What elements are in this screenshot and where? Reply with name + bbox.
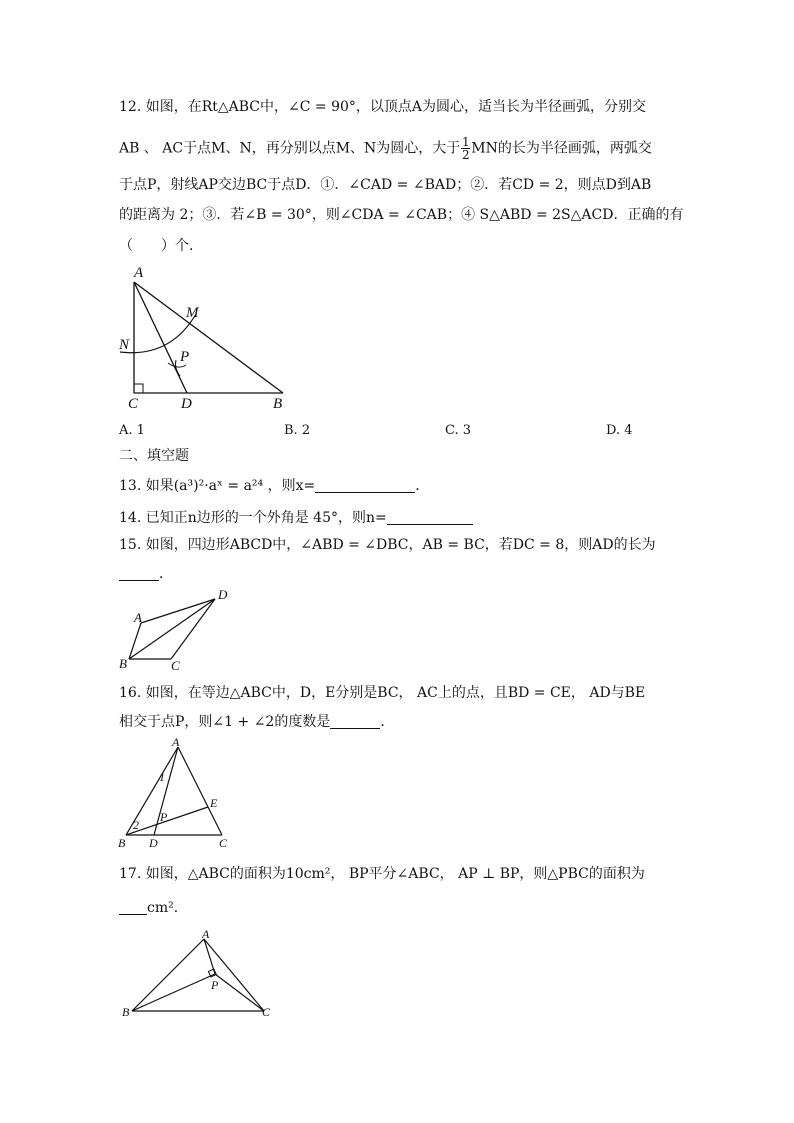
q15-line1: 15. 如图，四边形ABCD中，∠ABD = ∠DBC，AB = BC，若DC = 8，则AD的长为 bbox=[119, 537, 656, 553]
q16-label-b: B bbox=[118, 836, 126, 850]
q17-label-c: C bbox=[262, 1005, 271, 1019]
q15-label-c: C bbox=[171, 658, 180, 673]
option-b: B. 2 bbox=[284, 423, 311, 438]
q12-label-m: M bbox=[186, 305, 199, 321]
q16-line1: 16. 如图，在等边△ABC中，D，E分别是BC， AC上的点，且BD = CE， AD与BE bbox=[119, 685, 646, 701]
q12-line2-post: MN的长为半径画弧，两弧交 bbox=[471, 140, 652, 157]
q16-label-e: E bbox=[210, 796, 218, 810]
q16-label-p: P bbox=[160, 810, 168, 824]
frac-denominator: 2 bbox=[461, 148, 470, 162]
q14-line bbox=[119, 508, 473, 528]
q17-label-a: A bbox=[202, 927, 210, 941]
q15-line2 bbox=[119, 564, 173, 584]
q16-angle-1: 1 bbox=[159, 770, 165, 784]
q13-end: ． bbox=[415, 478, 430, 494]
q15-figure bbox=[115, 585, 245, 675]
option-d: D. 4 bbox=[606, 423, 633, 438]
q15-end: ． bbox=[159, 566, 173, 582]
q15-label-a: A bbox=[134, 610, 142, 625]
q12-label-p: P bbox=[180, 349, 190, 365]
q14-text: 14. 已知正n边形的一个外角是 45°，则n= bbox=[119, 510, 387, 526]
q17-figure bbox=[118, 925, 278, 1025]
q12-line2 bbox=[119, 136, 652, 161]
option-a: A. 1 bbox=[119, 423, 145, 438]
q15-label-d: D bbox=[218, 587, 228, 602]
q16-end: ． bbox=[380, 714, 395, 730]
q16-angle-2: 2 bbox=[133, 818, 139, 832]
q12-line1: 12. 如图，在Rt△ABC中，∠C = 90°，以顶点A为圆心，适当长为半径画弧，分别交 bbox=[119, 99, 647, 115]
q17-end: cm²． bbox=[147, 900, 188, 916]
q17-line2 bbox=[119, 898, 188, 918]
q17-line1: 17. 如图，△ABC的面积为10cm²， BP平分∠ABC， AP ⊥ BP，则△PBC的面积为 bbox=[119, 866, 645, 882]
q12-line5: （ ）个． bbox=[119, 238, 203, 254]
option-c: C. 3 bbox=[445, 423, 472, 438]
q12-label-b: B bbox=[273, 396, 283, 412]
q15-label-b: B bbox=[119, 656, 127, 671]
q12-line3: 于点P，射线AP交边BC于点D．①．∠CAD = ∠BAD；②．若CD = 2，则点D到AB bbox=[119, 177, 652, 193]
q12-label-n: N bbox=[119, 337, 130, 353]
q15-answer-blank bbox=[119, 566, 159, 581]
q12-line4: 的距离为 2；③．若∠B = 30°，则∠CDA = ∠CAB；④ S△ABD = 2S△ACD．正确的有 bbox=[119, 207, 684, 223]
q17-label-p: P bbox=[211, 978, 219, 992]
q12-figure bbox=[110, 260, 300, 410]
section-heading: 二、填空题 bbox=[119, 448, 189, 464]
q12-label-d: D bbox=[181, 396, 192, 412]
q16-text: 相交于点P，则∠1 + ∠2的度数是 bbox=[119, 714, 331, 730]
q13-line bbox=[119, 476, 429, 496]
q16-label-a: A bbox=[172, 735, 180, 749]
q14-answer-blank bbox=[387, 510, 473, 525]
q13-text: 13. 如果(a³)²·aˣ = a²⁴ ，则x= bbox=[119, 478, 316, 494]
q17-label-b: B bbox=[122, 1005, 130, 1019]
q16-label-d: D bbox=[149, 836, 158, 850]
q12-label-c: C bbox=[128, 396, 139, 412]
q12-line2-pre: AB 、 AC于点M、N，再分别以点M、N为圆心，大于 bbox=[119, 140, 461, 157]
q16-answer-blank bbox=[330, 714, 380, 729]
half-fraction bbox=[461, 136, 470, 161]
q16-label-c: C bbox=[219, 836, 228, 850]
q12-label-a: A bbox=[134, 265, 144, 281]
q13-answer-blank bbox=[315, 478, 415, 493]
q16-figure bbox=[112, 735, 242, 855]
q17-answer-blank bbox=[119, 900, 147, 915]
frac-numerator: 1 bbox=[461, 135, 470, 149]
q16-line2 bbox=[119, 712, 394, 732]
